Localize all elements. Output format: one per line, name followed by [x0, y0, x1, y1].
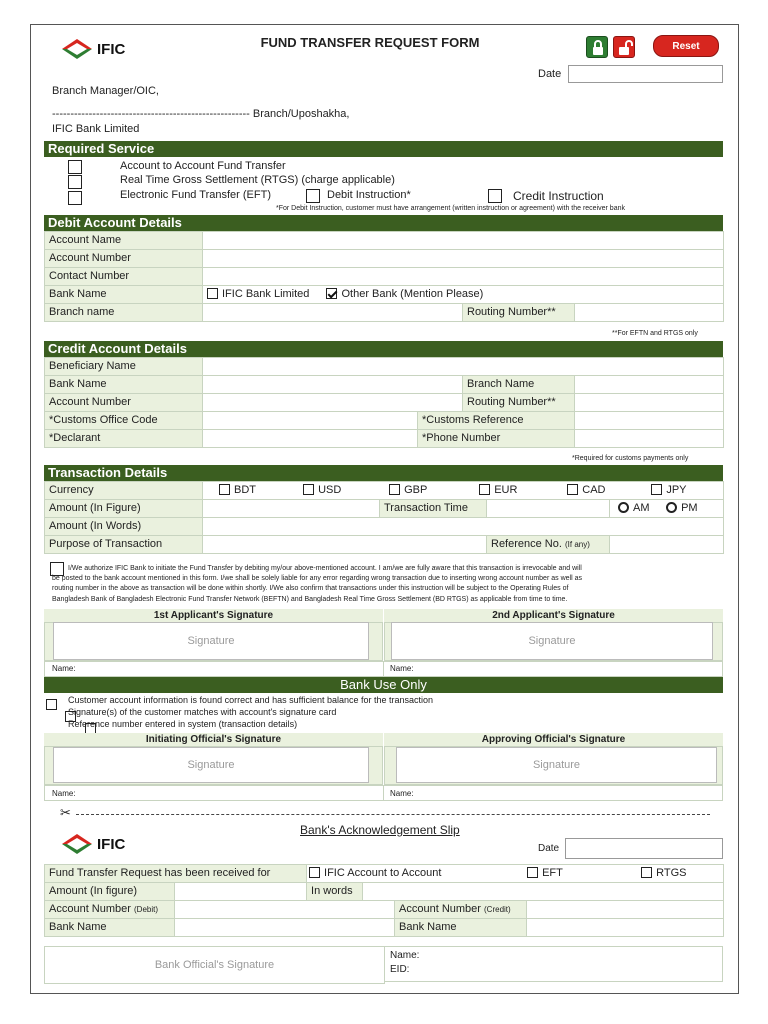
approving-official-title: Approving Official's Signature — [384, 733, 723, 746]
credit-routing-number-label: Routing Number** — [463, 394, 575, 412]
cut-line — [76, 814, 710, 815]
lock-button[interactable] — [586, 36, 608, 58]
address-line-branch: ------------------------------------------------------ Branch/Uposhakha, — [52, 108, 350, 120]
reset-button[interactable]: Reset — [653, 35, 719, 57]
table-row — [45, 394, 724, 412]
applicant-name-divider — [383, 661, 384, 677]
slip-rtgs-checkbox[interactable] — [641, 867, 652, 878]
slip-bank-name-label: Bank Name — [45, 919, 175, 937]
customs-note: *Required for customs payments only — [572, 455, 689, 462]
branch-name-field[interactable] — [203, 304, 463, 322]
slip-credit-bank-name-label: Bank Name — [395, 919, 527, 937]
first-applicant-name-label: Name: — [52, 664, 76, 673]
table-row — [45, 250, 724, 268]
slip-credit-account-field[interactable] — [527, 901, 724, 919]
unlock-button[interactable] — [613, 36, 635, 58]
rtgs-checkbox[interactable] — [68, 175, 82, 189]
date-label: Date — [538, 68, 562, 80]
slip-debit-account-sub: (Debit) — [134, 905, 159, 914]
authorization-checkbox[interactable] — [50, 562, 64, 576]
slip-logo-text: IFIC — [97, 836, 126, 853]
table-row — [45, 286, 724, 304]
customs-office-code-field[interactable] — [203, 412, 418, 430]
ific-logo-mark-icon — [60, 37, 94, 61]
table-row — [45, 430, 724, 448]
account-name-label: Account Name — [45, 232, 203, 250]
purpose-field[interactable] — [203, 536, 487, 554]
slip-date-field[interactable] — [565, 838, 723, 859]
amount-figure-label: Amount (In Figure) — [45, 500, 203, 518]
customs-reference-field[interactable] — [575, 412, 724, 430]
beneficiary-name-label: Beneficiary Name — [45, 358, 203, 376]
credit-account-number-field[interactable] — [203, 394, 463, 412]
second-applicant-name-label: Name: — [390, 664, 414, 673]
phone-number-label: *Phone Number — [418, 430, 575, 448]
table-row — [45, 883, 724, 901]
slip-credit-account-sub: (Credit) — [484, 905, 511, 914]
slip-a2a-checkbox[interactable] — [309, 867, 320, 878]
currency-bdt-checkbox[interactable] — [219, 484, 230, 495]
table-row — [45, 536, 724, 554]
debit-instruction-checkbox[interactable] — [306, 189, 320, 203]
authorization-line-2: be posted to the bank account mentioned in this form. I/we shall be solely liable for any error regarding wrong transaction due to inserting wrong account number as well as — [52, 575, 582, 582]
check-balance-checkbox[interactable] — [46, 699, 57, 710]
routing-number-label: Routing Number** — [463, 304, 575, 322]
table-row — [45, 376, 724, 394]
pm-radio[interactable] — [666, 502, 677, 513]
beneficiary-name-field[interactable] — [203, 358, 724, 376]
check-signature-label: Signature(s) of the customer matches with account's signature card — [68, 707, 337, 717]
currency-label: Currency — [45, 482, 203, 500]
contact-number-field[interactable] — [203, 268, 724, 286]
debit-account-table — [44, 231, 724, 322]
slip-amount-figure-field[interactable] — [175, 883, 307, 901]
table-row — [45, 919, 724, 937]
slip-debit-account-field[interactable] — [175, 901, 395, 919]
bank-use-checks — [44, 693, 723, 733]
other-bank-checkbox[interactable] — [326, 288, 337, 299]
am-pm-options — [610, 500, 724, 518]
slip-name-eid-box — [384, 946, 723, 982]
slip-credit-bank-name-field[interactable] — [527, 919, 724, 937]
table-row — [45, 412, 724, 430]
slip-credit-account-text: Account Number — [399, 903, 481, 915]
contact-number-label: Contact Number — [45, 268, 203, 286]
debit-instruction-label: Debit Instruction* — [327, 189, 411, 201]
bank-use-header: Bank Use Only — [44, 677, 723, 693]
a2a-checkbox[interactable] — [68, 160, 82, 174]
account-name-field[interactable] — [203, 232, 724, 250]
approving-name-label: Name: — [390, 789, 414, 798]
address-line-bank: IFIC Bank Limited — [52, 123, 140, 135]
currency-jpy-label: JPY — [666, 484, 687, 496]
slip-a2a-label: IFIC Account to Account — [324, 867, 442, 879]
slip-debit-account-label — [45, 901, 175, 919]
transaction-time-label: Transaction Time — [380, 500, 487, 518]
currency-eur-checkbox[interactable] — [479, 484, 490, 495]
account-number-field[interactable] — [203, 250, 724, 268]
credit-bank-name-field[interactable] — [203, 376, 463, 394]
credit-instruction-label: Credit Instruction — [513, 189, 604, 203]
required-service-options — [44, 157, 723, 215]
reference-no-label — [487, 536, 610, 554]
account-number-label: Account Number — [45, 250, 203, 268]
authorization-line-1: I/We authorize IFIC Bank to initiate the Fund Transfer by debiting my/our above-mentioned account. I am/we are fully aware that this transaction is irrevocable and will — [68, 565, 582, 572]
credit-routing-number-field[interactable] — [575, 394, 724, 412]
slip-received-label: Fund Transfer Request has been received for — [45, 865, 307, 883]
scissors-icon: ✂ — [60, 805, 71, 820]
declarant-label: *Declarant — [45, 430, 203, 448]
table-row — [45, 358, 724, 376]
slip-amount-figure-label: Amount (In figure) — [45, 883, 175, 901]
rtgs-label: Real Time Gross Settlement (RTGS) (charge applicable) — [120, 174, 395, 186]
debit-account-header — [44, 215, 723, 231]
credit-account-header — [44, 341, 723, 357]
branch-name-label: Branch name — [45, 304, 203, 322]
address-line-manager: Branch Manager/OIC, — [52, 85, 159, 97]
bank-official-signature-field[interactable]: Bank Official's Signature — [44, 946, 385, 984]
table-row — [45, 518, 724, 536]
ific-bank-label: IFIC Bank Limited — [222, 288, 310, 300]
amount-figure-field[interactable] — [203, 500, 380, 518]
date-field[interactable] — [568, 65, 723, 83]
eft-checkbox[interactable] — [68, 191, 82, 205]
amount-words-label: Amount (In Words) — [45, 518, 203, 536]
currency-usd-label: USD — [318, 484, 342, 496]
credit-account-table — [44, 357, 724, 448]
customs-office-code-label: *Customs Office Code — [45, 412, 203, 430]
required-service-title: Required Service — [44, 141, 162, 157]
initiating-official-title: Initiating Official's Signature — [44, 733, 383, 746]
phone-number-field[interactable] — [575, 430, 724, 448]
slip-logo-mark-icon — [60, 832, 94, 856]
ific-logo — [60, 37, 140, 61]
pm-label: PM — [681, 502, 698, 514]
slip-eft-checkbox[interactable] — [527, 867, 538, 878]
slip-rtgs-label: RTGS — [656, 867, 687, 879]
slip-date-label: Date — [538, 843, 560, 854]
transaction-details-header — [44, 465, 723, 481]
slip-bank-name-field[interactable] — [175, 919, 395, 937]
second-applicant-signature-field[interactable]: Signature — [391, 622, 713, 660]
currency-gbp-checkbox[interactable] — [389, 484, 400, 495]
first-applicant-signature-field[interactable]: Signature — [53, 622, 369, 660]
debit-instruction-note: *For Debit Instruction, customer must have arrangement (written instruction or agreement) with the receiver bank — [276, 205, 625, 212]
slip-service-options — [307, 865, 724, 883]
table-row — [45, 500, 724, 518]
debit-account-title: Debit Account Details — [44, 215, 190, 231]
initiating-name-label: Name: — [52, 789, 76, 798]
ific-bank-checkbox[interactable] — [207, 288, 218, 299]
transaction-details-title: Transaction Details — [44, 465, 175, 481]
routing-number-field[interactable] — [575, 304, 724, 322]
currency-options — [203, 482, 724, 500]
currency-cad-checkbox[interactable] — [567, 484, 578, 495]
logo-text: IFIC — [97, 41, 126, 58]
table-row — [45, 232, 724, 250]
table-row — [45, 482, 724, 500]
currency-bdt-label: BDT — [234, 484, 256, 496]
lock-open-icon — [614, 37, 636, 59]
bank-name-options — [203, 286, 724, 304]
transaction-time-field[interactable] — [487, 500, 610, 518]
initiating-official-signature-field[interactable]: Signature — [53, 747, 369, 783]
first-applicant-title: 1st Applicant's Signature — [44, 609, 383, 622]
credit-instruction-checkbox[interactable] — [488, 189, 502, 203]
authorization-line-4: Bangladesh Bank of Bangladesh Electronic Fund Transfer Network (BEFTN) and Bangladesh Real Time Gross Settlement (BD RTGS) as applicable from time to time. — [52, 596, 568, 603]
am-radio[interactable] — [618, 502, 629, 513]
slip-ific-logo — [60, 832, 140, 856]
check-reference-label: Reference number entered in system (transaction details) — [68, 719, 298, 729]
slip-table — [44, 864, 724, 937]
reference-no-field[interactable] — [610, 536, 724, 554]
slip-credit-account-label — [395, 901, 527, 919]
slip-debit-account-text: Account Number — [49, 903, 131, 915]
table-row — [45, 268, 724, 286]
slip-eft-label: EFT — [542, 867, 563, 879]
credit-account-title: Credit Account Details — [44, 341, 195, 357]
credit-bank-name-label: Bank Name — [45, 376, 203, 394]
required-service-header — [44, 141, 723, 157]
bank-name-label: Bank Name — [45, 286, 203, 304]
form-title: FUND TRANSFER REQUEST FORM — [260, 35, 480, 50]
table-row — [45, 304, 724, 322]
slip-eid-label: EID: — [390, 964, 410, 975]
eftn-rtgs-note: **For EFTN and RTGS only — [612, 330, 698, 337]
approving-official-signature-field[interactable]: Signature — [396, 747, 717, 783]
check-balance-label: Customer account information is found correct and has sufficient balance for the transaction — [68, 695, 434, 705]
slip-in-words-label: In words — [307, 883, 363, 901]
declarant-field[interactable] — [203, 430, 418, 448]
slip-name-label: Name: — [390, 950, 420, 961]
transaction-details-table — [44, 481, 724, 554]
eft-label: Electronic Fund Transfer (EFT) — [120, 189, 271, 201]
currency-eur-label: EUR — [494, 484, 518, 496]
am-label: AM — [633, 502, 650, 514]
lock-closed-icon — [587, 37, 609, 59]
purpose-label: Purpose of Transaction — [45, 536, 203, 554]
currency-gbp-label: GBP — [404, 484, 428, 496]
currency-usd-checkbox[interactable] — [303, 484, 314, 495]
reference-no-note: (If any) — [565, 540, 590, 549]
other-bank-label: Other Bank (Mention Please) — [341, 288, 484, 300]
credit-branch-name-label: Branch Name — [463, 376, 575, 394]
amount-words-field[interactable] — [203, 518, 724, 536]
currency-jpy-checkbox[interactable] — [651, 484, 662, 495]
official-name-divider — [383, 785, 384, 801]
credit-branch-name-field[interactable] — [575, 376, 724, 394]
table-row — [45, 865, 724, 883]
authorization-line-3: routing number in the above as transaction will be done within shortly. I/We also confirm that transactions under this instruction will be subject to the Operating Rules of — [52, 585, 569, 592]
second-applicant-title: 2nd Applicant's Signature — [384, 609, 723, 622]
slip-title: Bank's Acknowledgement Slip — [300, 823, 460, 837]
table-row — [45, 901, 724, 919]
a2a-label: Account to Account Fund Transfer — [120, 160, 286, 172]
currency-cad-label: CAD — [582, 484, 606, 496]
slip-in-words-field[interactable] — [363, 883, 724, 901]
credit-account-number-label: Account Number — [45, 394, 203, 412]
reference-no-text: Reference No. — [491, 538, 562, 550]
customs-reference-label: *Customs Reference — [418, 412, 575, 430]
